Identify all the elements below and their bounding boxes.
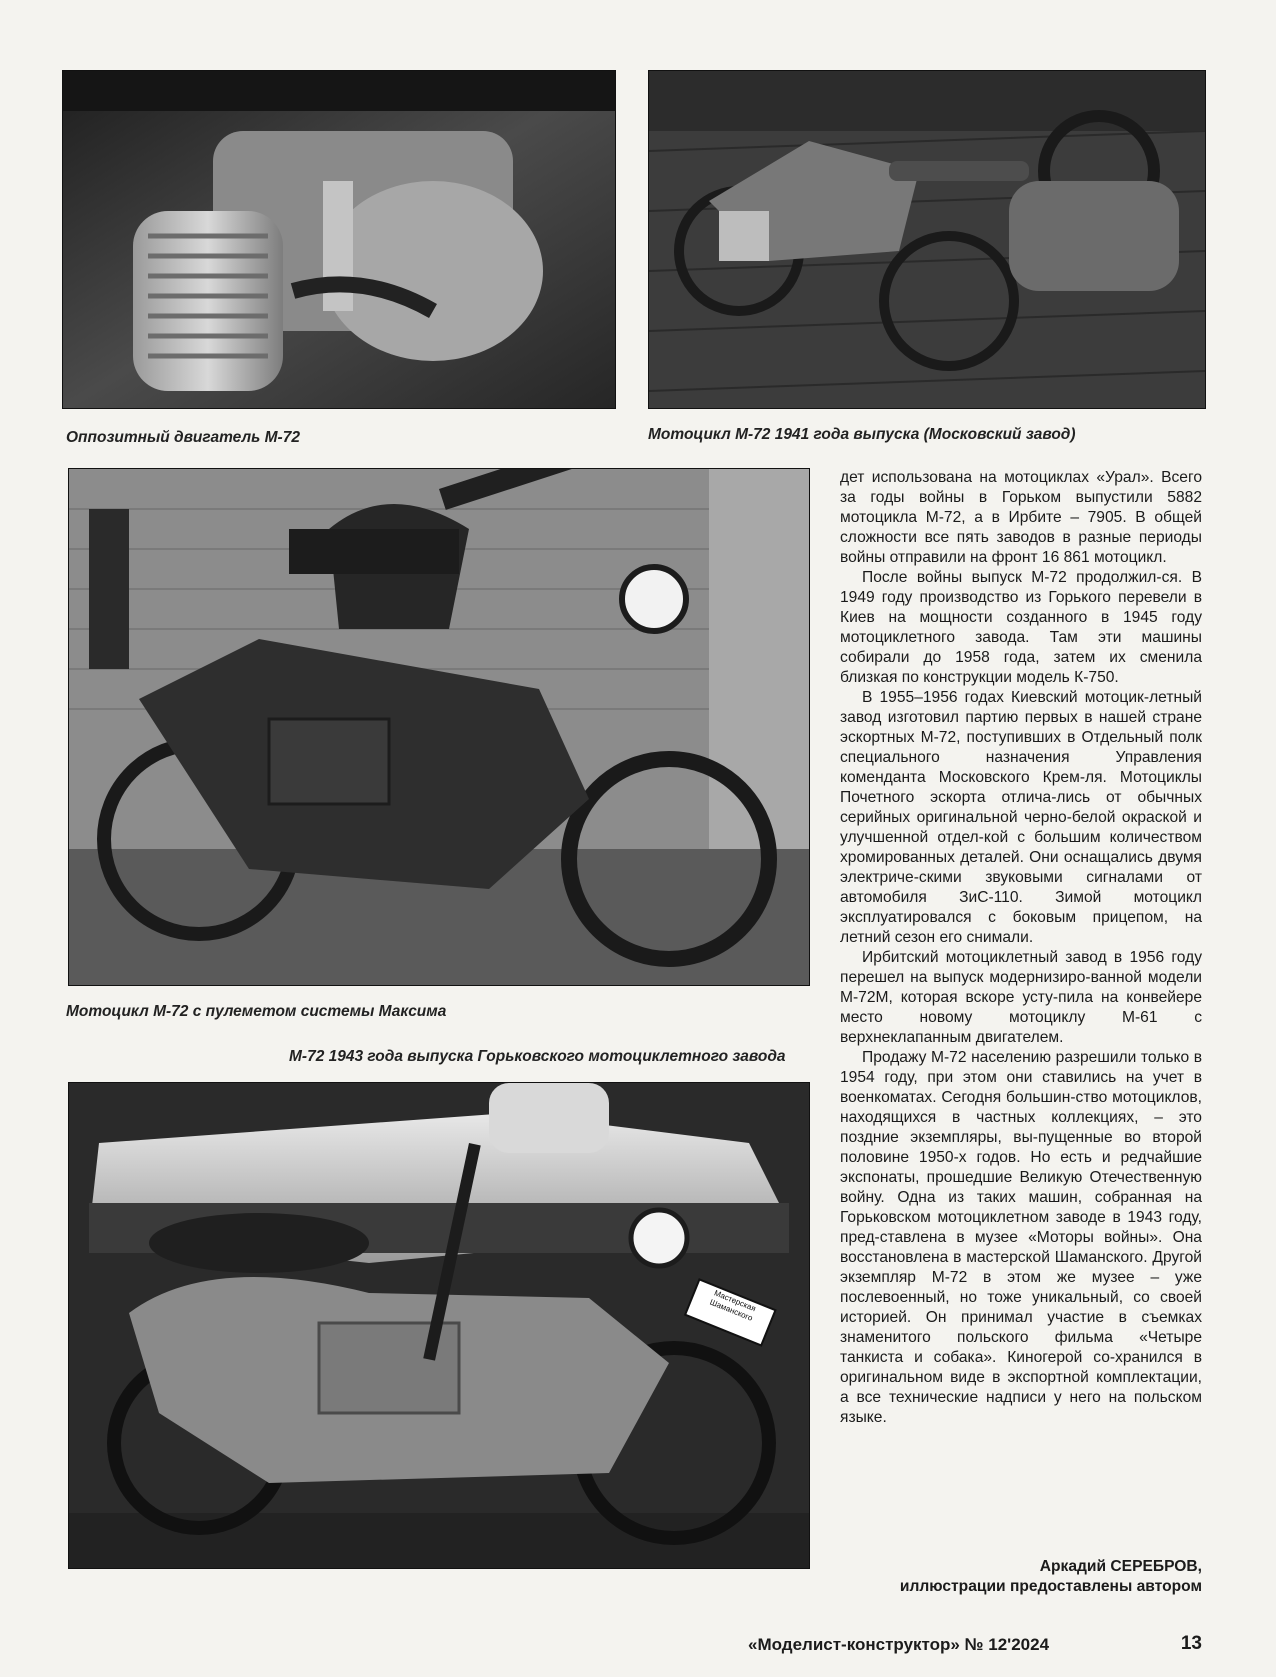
- photo-gorky-1943: [68, 1082, 810, 1569]
- photo-moscow-1941: [648, 70, 1206, 409]
- byline: [900, 1557, 1202, 1597]
- photo-engine: [62, 70, 616, 409]
- article-paragraph: дет использована на мотоциклах «Урал». Всего за годы войны в Горьком выпустили 5882 мотоцикла М-72, а в Ирбите – 7905. В общей сложности все пять заводов в разные периоды войны отправили на фронт 16 861 мотоцикл.: [840, 469, 1202, 566]
- magazine-footer: «Моделист-конструктор» № 12'2024: [748, 1635, 1050, 1654]
- caption-gorky: М-72 1943 года выпуска Горьковского мотоциклетного завода: [289, 1048, 786, 1065]
- caption-engine: Оппозитный двигатель М-72: [66, 429, 300, 446]
- article-paragraph: В 1955–1956 годах Киевский мотоцик-летный завод изготовил партию первых в нашей стране эскортных М-72, поступивших в Отдельный полк специального назначения Управления коменданта Московского Крем-ля. Мотоциклы Почетного эскорта отлича-лись от обычных серийных оригинальной черно-белой окраской и улучшенной отдел-кой с большим количеством хромированных деталей. Они оснащались двумя электриче-скими звуковыми сигналами от автомобиля ЗиС-110. Зимой мотоцикл эксплуатировался с боковым прицепом, на летний сезон его снимали.: [840, 689, 1202, 946]
- article-paragraph: Ирбитский мотоциклетный завод в 1956 году перешел на выпуск модернизиро-ванной модели М-72М, которая вскоре усту-пила на конвейере место новому мотоциклу М-61 с верхнеклапанным двигателем.: [840, 949, 1202, 1046]
- workshop-plate-text: Мастерская Шаманского: [708, 1288, 758, 1323]
- photo-credit: иллюстрации предоставлены автором: [899, 1578, 1202, 1595]
- page-number: 13: [1180, 1633, 1202, 1654]
- article-paragraph: Продажу М-72 населению разрешили только в 1954 году, при этом они ставились на учет в военкоматах. Сегодня большин-ство мотоциклов, находящихся в частных коллекциях, – это поздние экземпляры, вы-пущенные во второй половине 1950-х годов. Но есть и редчайшие экспонаты, прошедшие Великую Отечественную войну. Одна из таких машин, собранная на Горьковском мотоциклетном заводе в 1943 году, пред-ставлена в музее «Моторы войны». Она восстановлена в мастерской Шаманского. Другой экземпляр М-72 в этом же музее – уже послевоенный, но тоже уникальный, со своей историей. Он принимал участие в съемках знаменитого польского фильма «Четыре танкиста и собака». Киногерой со-хранился в оригинальном виде в экспортной комплектации, а все технические надписи у него на польском языке.: [840, 1049, 1202, 1426]
- caption-moscow: Мотоцикл М-72 1941 года выпуска (Московский завод): [648, 426, 1076, 443]
- article-paragraph: После войны выпуск М-72 продолжил-ся. В 1949 году производство из Горького перевели в Киев на мощности созданного в 1945 году мотоциклетного завода. Там эти машины собирали до 1958 года, затем их сменила близкая по конструкции модель К-750.: [840, 569, 1202, 686]
- author-name: Аркадий СЕРЕБРОВ,: [1039, 1558, 1202, 1575]
- article-column: [840, 468, 1202, 1428]
- caption-maxim: Мотоцикл М-72 с пулеметом системы Максима: [66, 1003, 447, 1020]
- photo-maxim: [68, 468, 810, 986]
